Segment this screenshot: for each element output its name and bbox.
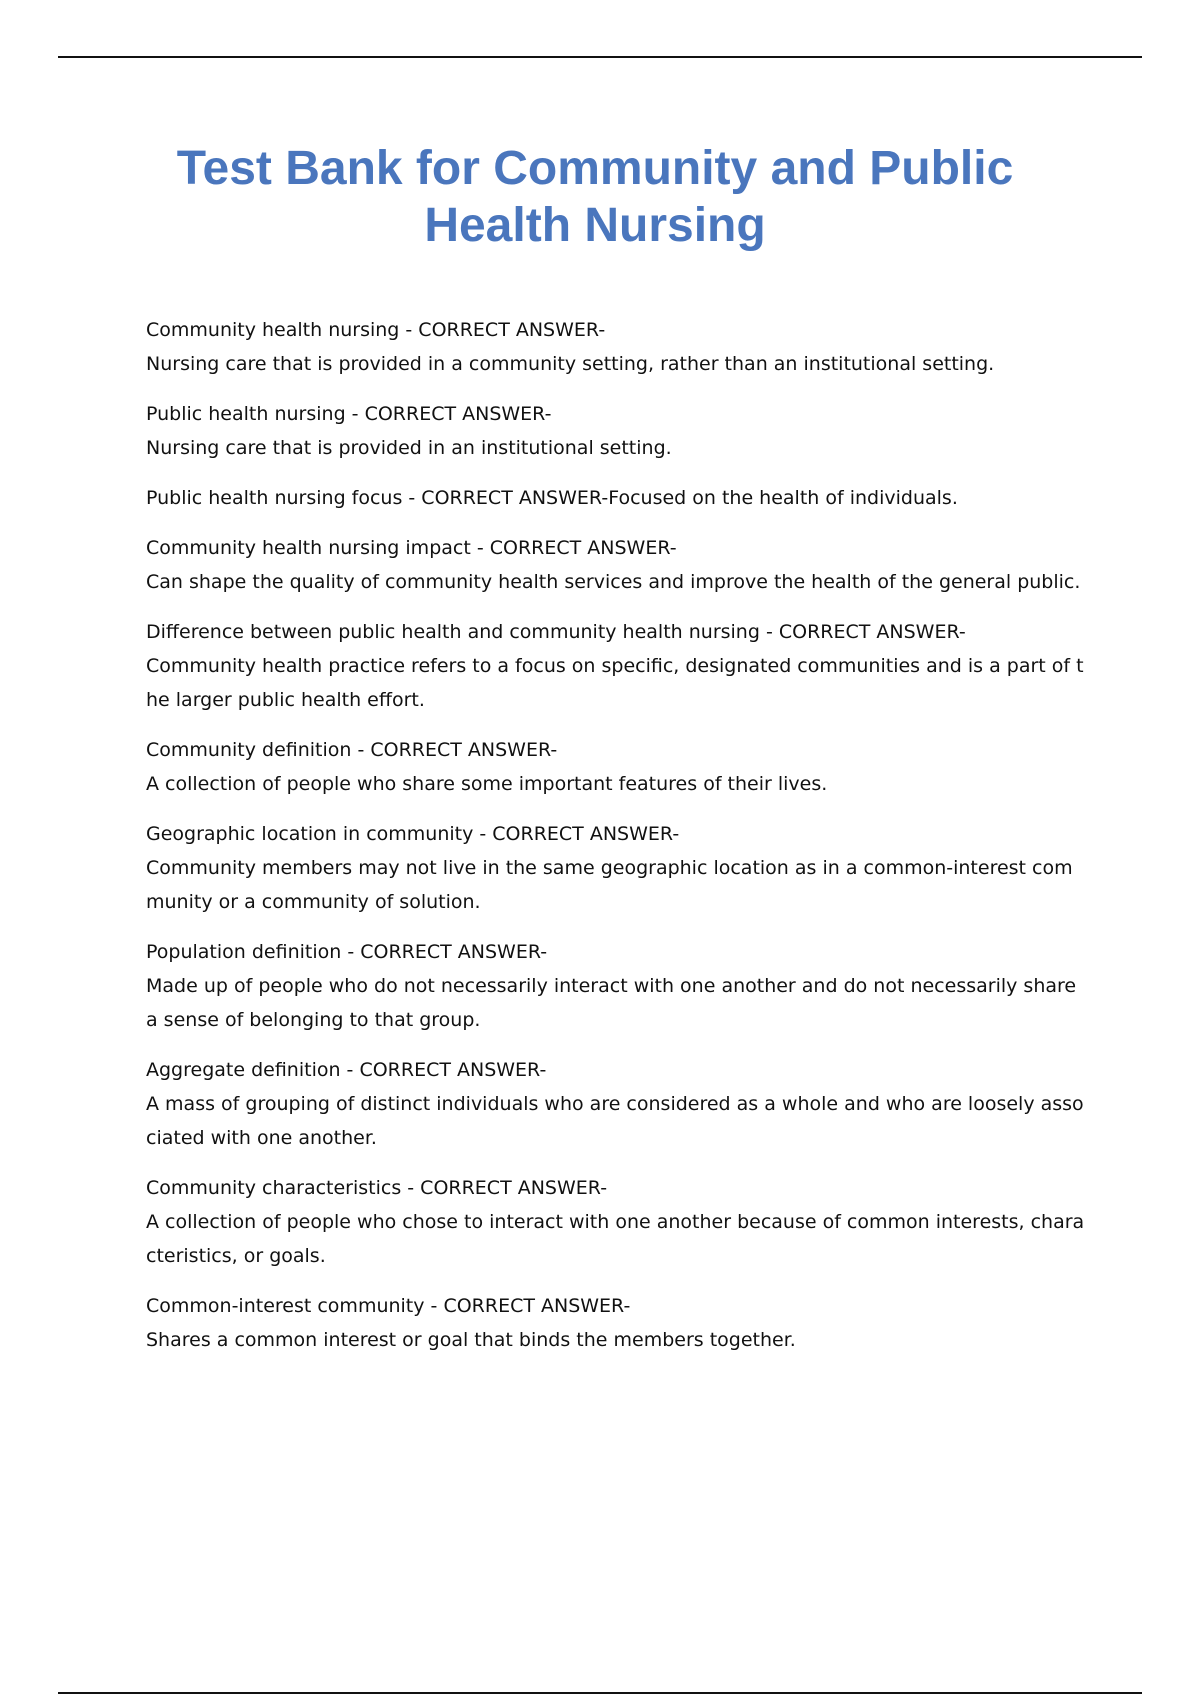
entry-answer: Focused on the health of individuals. <box>608 487 958 509</box>
qa-entry <box>146 313 1091 381</box>
entry-answer: Community health practice refers to a focus on specific, designated communities and is a part of the larger public health effort. <box>146 655 1084 711</box>
qa-entry <box>146 817 1091 919</box>
entry-term: Community health nursing impact - CORRECT ANSWER- <box>146 537 677 559</box>
qa-entry <box>146 1289 1091 1357</box>
entry-answer: Nursing care that is provided in an institutional setting. <box>146 437 672 459</box>
qa-entry <box>146 733 1091 801</box>
entry-term: Difference between public health and community health nursing - CORRECT ANSWER- <box>146 621 966 643</box>
qa-entry <box>146 1171 1091 1273</box>
entry-term: Geographic location in community - CORRECT ANSWER- <box>146 823 680 845</box>
entry-answer: A collection of people who share some important features of their lives. <box>146 773 828 795</box>
qa-entry <box>146 615 1091 717</box>
entry-term: Aggregate definition - CORRECT ANSWER- <box>146 1059 547 1081</box>
entry-term: Community health nursing - CORRECT ANSWER- <box>146 319 606 341</box>
entry-answer: Community members may not live in the same geographic location as in a common-interest community or a community of solution. <box>146 857 1073 913</box>
entry-answer: A mass of grouping of distinct individuals who are considered as a whole and who are loosely associated with one another. <box>146 1093 1084 1149</box>
qa-entry <box>146 481 1091 515</box>
entry-term: Community characteristics - CORRECT ANSWER- <box>146 1177 608 1199</box>
entry-answer: A collection of people who chose to interact with one another because of common interests, characteristics, or goals. <box>146 1211 1085 1267</box>
entry-term: Public health nursing - CORRECT ANSWER- <box>146 403 552 425</box>
entry-answer: Nursing care that is provided in a community setting, rather than an institutional setting. <box>146 353 995 375</box>
qa-entry <box>146 397 1091 465</box>
qa-entry <box>146 1053 1091 1155</box>
top-rule <box>58 56 1142 58</box>
entry-answer: Made up of people who do not necessarily interact with one another and do not necessarily share a sense of belonging to that group. <box>146 975 1077 1031</box>
page-title: Test Bank for Community and Public Health Nursing <box>176 142 1014 252</box>
entry-term: Community definition - CORRECT ANSWER- <box>146 739 558 761</box>
entry-term: Public health nursing focus - CORRECT ANSWER- <box>146 487 609 509</box>
qa-entry <box>146 531 1091 599</box>
entry-answer: Can shape the quality of community health services and improve the health of the general public. <box>146 571 1081 593</box>
entry-answer: Shares a common interest or goal that binds the members together. <box>146 1329 796 1351</box>
bottom-rule <box>58 1692 1142 1694</box>
qa-entry <box>146 935 1091 1037</box>
entry-term: Population definition - CORRECT ANSWER- <box>146 941 548 963</box>
qa-list <box>146 313 1091 1373</box>
entry-term: Common-interest community - CORRECT ANSWER- <box>146 1295 631 1317</box>
